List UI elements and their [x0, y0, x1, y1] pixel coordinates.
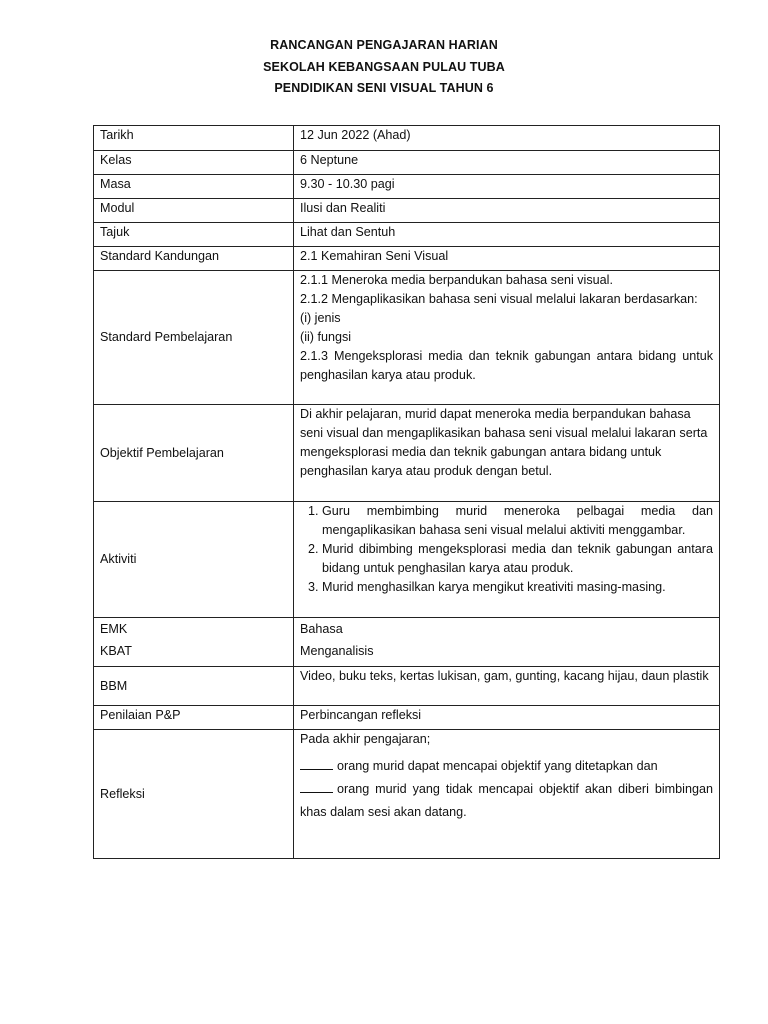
- blank-underline: [300, 780, 333, 793]
- activity-step-1: 1. Guru membimbing murid meneroka pelbagai media dan mengaplikasikan bahasa seni visual melalui aktiviti menggambar.: [322, 502, 713, 540]
- label-standard-kandungan: Standard Kandungan: [94, 247, 294, 271]
- label-aktiviti: Aktiviti: [94, 502, 294, 618]
- label-bbm: BBM: [94, 667, 294, 706]
- label-kbat: KBAT: [100, 644, 132, 658]
- blank-underline: [300, 757, 333, 770]
- sp-line-3: (i) jenis: [300, 311, 341, 325]
- label-refleksi: Refleksi: [94, 730, 294, 859]
- value-kbat: Menganalisis: [300, 644, 374, 658]
- sp-line-1: 2.1.1 Meneroka media berpandukan bahasa seni visual.: [300, 273, 613, 287]
- lesson-plan-table: [93, 125, 720, 859]
- refleksi-line-2: orang murid yang tidak mencapai objektif akan diberi bimbingan khas dalam sesi akan datang.: [300, 782, 713, 819]
- value-penilaian: Perbincangan refleksi: [294, 706, 720, 730]
- table-row-bbm: [94, 667, 720, 706]
- table-row-standard-pembelajaran: [94, 271, 720, 405]
- value-kelas: 6 Neptune: [294, 151, 720, 175]
- activity-list: [300, 502, 713, 597]
- sp-line-4: (ii) fungsi: [300, 330, 352, 344]
- label-masa: Masa: [94, 175, 294, 199]
- label-standard-pembelajaran: Standard Pembelajaran: [94, 271, 294, 405]
- label-kelas: Kelas: [94, 151, 294, 175]
- value-emk: Bahasa: [300, 622, 343, 636]
- value-emk-kbat: [294, 618, 720, 667]
- table-row-penilaian: [94, 706, 720, 730]
- table-row-refleksi: [94, 730, 720, 859]
- table-row-tarikh: [94, 126, 720, 151]
- value-tajuk: Lihat dan Sentuh: [294, 223, 720, 247]
- table-row-emk-kbat: [94, 618, 720, 667]
- title-line-3: PENDIDIKAN SENI VISUAL TAHUN 6: [274, 81, 494, 95]
- sp-line-5: 2.1.3 Mengeksplorasi media dan teknik gabungan antara bidang untuk penghasilan karya atau produk.: [300, 349, 713, 382]
- label-emk: EMK: [100, 622, 128, 636]
- value-aktiviti: [294, 502, 720, 618]
- table-row-aktiviti: [94, 502, 720, 618]
- table-row-masa: [94, 175, 720, 199]
- value-bbm: Video, buku teks, kertas lukisan, gam, gunting, kacang hijau, daun plastik: [294, 667, 720, 706]
- value-modul: Ilusi dan Realiti: [294, 199, 720, 223]
- activity-step-2: 2. Murid dibimbing mengeksplorasi media dan teknik gabungan antara bidang untuk penghasilan karya atau produk.: [322, 540, 713, 578]
- title-line-1: RANCANGAN PENGAJARAN HARIAN: [270, 38, 498, 52]
- title-line-2: SEKOLAH KEBANGSAAN PULAU TUBA: [263, 59, 505, 74]
- label-tajuk: Tajuk: [94, 223, 294, 247]
- refleksi-intro: Pada akhir pengajaran;: [300, 732, 431, 746]
- table-row-tajuk: [94, 223, 720, 247]
- value-refleksi: [294, 730, 720, 859]
- activity-step-3: 3. Murid menghasilkan karya mengikut kreativiti masing-masing.: [322, 578, 713, 597]
- table-row-modul: [94, 199, 720, 223]
- value-objektif: Di akhir pelajaran, murid dapat meneroka media berpandukan bahasa seni visual dan mengaplikasikan bahasa seni visual melalui lakaran serta mengeksplorasi media dan teknik gabungan antara bidang untuk penghasilan karya atau produk dengan betul.: [294, 405, 720, 502]
- table-row-objektif: [94, 405, 720, 502]
- sp-line-2: 2.1.2 Mengaplikasikan bahasa seni visual melalui lakaran berdasarkan:: [300, 292, 698, 306]
- label-objektif: Objektif Pembelajaran: [94, 405, 294, 502]
- value-standard-kandungan: 2.1 Kemahiran Seni Visual: [294, 247, 720, 271]
- label-penilaian: Penilaian P&P: [94, 706, 294, 730]
- table-row-kelas: [94, 151, 720, 175]
- label-tarikh: Tarikh: [94, 126, 294, 151]
- table-row-standard-kandungan: [94, 247, 720, 271]
- label-modul: Modul: [94, 199, 294, 223]
- value-tarikh: 12 Jun 2022 (Ahad): [294, 126, 720, 151]
- value-standard-pembelajaran: [294, 271, 720, 405]
- refleksi-line-1: orang murid dapat mencapai objektif yang ditetapkan dan: [300, 755, 713, 778]
- value-masa: 9.30 - 10.30 pagi: [294, 175, 720, 199]
- label-emk-kbat: [94, 618, 294, 667]
- document-header: [0, 35, 768, 100]
